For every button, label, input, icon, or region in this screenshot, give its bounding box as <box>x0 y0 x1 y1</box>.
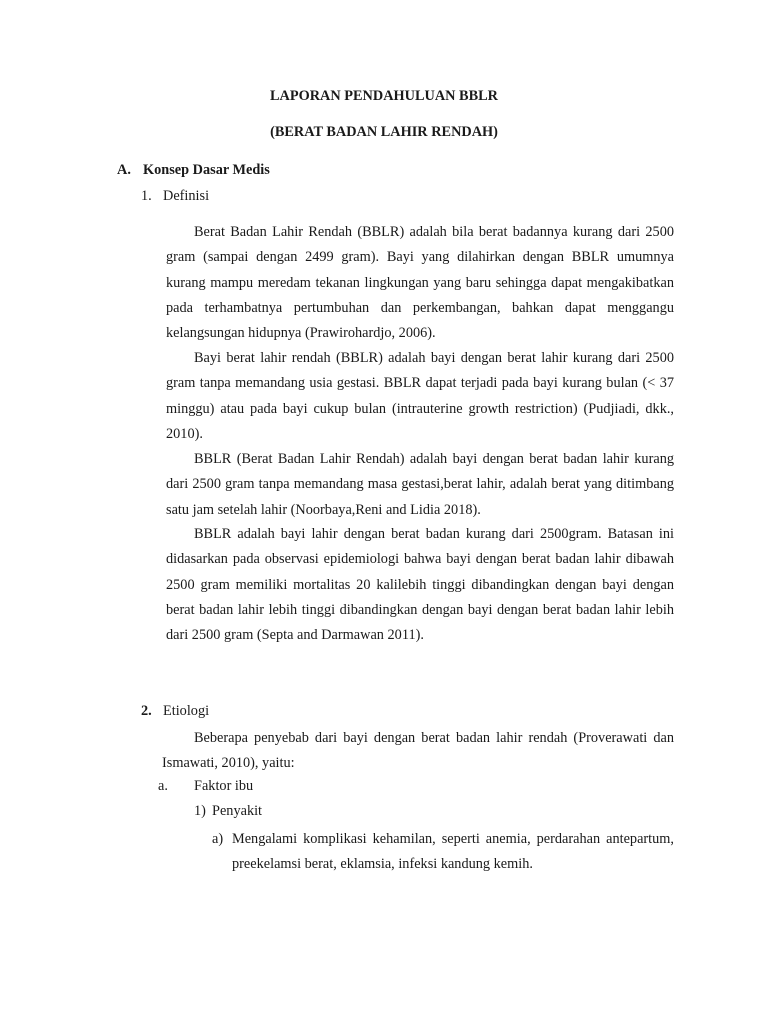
paragraph-etiologi-intro: Beberapa penyebab dari bayi dengan berat badan lahir rendah (Proverawati dan Ismawati, 2010), yaitu: <box>162 730 674 772</box>
section-title: Konsep Dasar Medis <box>143 162 270 178</box>
document-subtitle: (BERAT BADAN LAHIR RENDAH) <box>270 124 498 140</box>
list-text: Faktor ibu <box>194 778 254 794</box>
list-label: a) <box>212 831 224 847</box>
paragraph-definisi-3: BBLR (Berat Badan Lahir Rendah) adalah bayi dengan berat badan lahir kurang dari 2500 gram tanpa memandang masa gestasi,berat lahir, adalah berat yang ditimbang satu jam setelah lahir (Noorbaya,Reni and Lidia 2018). <box>166 451 674 518</box>
document-title: LAPORAN PENDAHULUAN BBLR <box>270 88 498 104</box>
section-heading-a <box>117 162 270 179</box>
paragraph-definisi-1: Berat Badan Lahir Rendah (BBLR) adalah bila berat badannya kurang dari 2500 gram (sampai dengan 2499 gram). Bayi yang dilahirkan dengan BBLR umumnya kurang mampu meredam tekanan lingkungan yang baru sehingga dapat mengakibatkan pada terhambatnya pertumbuhan dan perkembangan, bahkan dapat menggangu kelangsungan hidupnya (Prawirohardjo, 2006). <box>166 224 674 342</box>
list-item-penyakit <box>194 803 262 820</box>
paragraph-definisi-4: BBLR adalah bayi lahir dengan berat badan kurang dari 2500gram. Batasan ini didasarkan pada observasi epidemiologi bahwa bayi dengan berat badan lahir dibawah 2500 gram memiliki mortalitas 20 kalilebih tinggi dibandingkan dengan bayi dengan berat badan lahir lebih tinggi dibandingkan dengan bayi dengan berat badan lahir lebih dari 2500 gram (Septa and Darmawan 2011). <box>166 526 674 644</box>
subsection-title: Definisi <box>163 188 210 204</box>
subsection-title: Etiologi <box>163 703 210 719</box>
list-label: 1) <box>194 803 206 819</box>
list-text: Penyakit <box>212 803 263 819</box>
list-item-komplikasi <box>212 827 674 878</box>
subsection-heading-etiologi <box>141 703 209 720</box>
list-label: a. <box>158 778 168 794</box>
list-text: Mengalami komplikasi kehamilan, seperti anemia, perdarahan antepartum, preekelamsi berat, eklamsia, infeksi kandung kemih. <box>232 831 674 873</box>
subsection-heading-definisi <box>141 188 209 205</box>
paragraph-definisi-2: Bayi berat lahir rendah (BBLR) adalah bayi dengan berat lahir kurang dari 2500 gram tanpa memandang usia gestasi. BBLR dapat terjadi pada bayi kurang bulan (< 37 minggu) atau pada bayi cukup bulan (intrauterine growth restriction) (Pudjiadi, dkk., 2010). <box>166 350 674 442</box>
subsection-number: 2. <box>141 703 152 719</box>
subsection-number: 1. <box>141 188 152 204</box>
section-label: A. <box>117 162 131 178</box>
list-item-faktor-ibu <box>158 778 253 795</box>
